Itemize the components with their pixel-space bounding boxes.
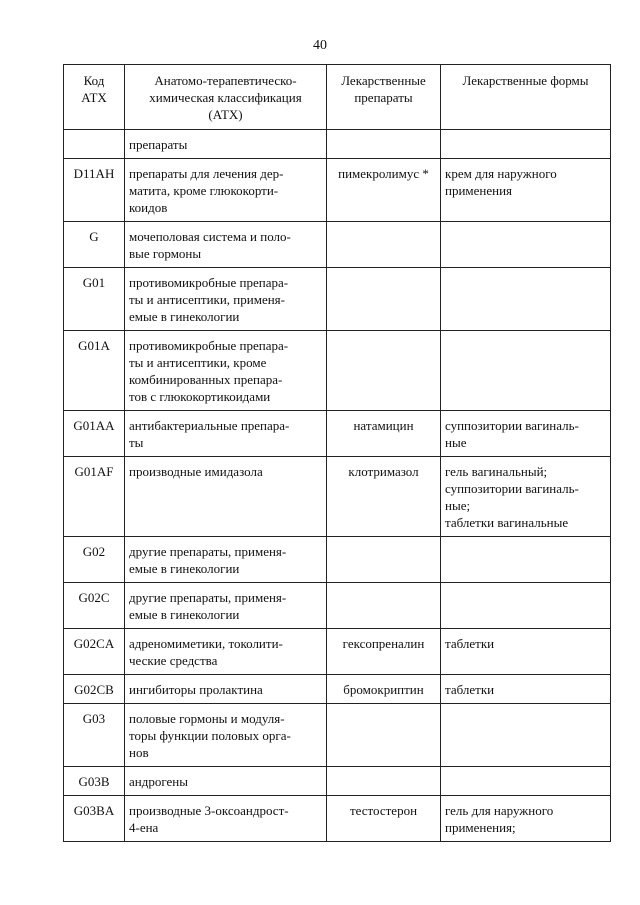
drug-cell bbox=[327, 537, 441, 583]
header-code-line: Код bbox=[83, 73, 105, 88]
drug-cell bbox=[327, 331, 441, 411]
drug-cell-line: клотримазол bbox=[348, 464, 419, 479]
header-drugs-line: препараты bbox=[354, 90, 413, 105]
name-cell-line: половые гормоны и модуля- bbox=[129, 711, 285, 726]
name-cell bbox=[125, 159, 327, 222]
drug-cell bbox=[327, 159, 441, 222]
header-forms bbox=[441, 65, 611, 130]
table-row bbox=[64, 222, 611, 268]
code-cell bbox=[64, 704, 125, 767]
table-row bbox=[64, 796, 611, 842]
atx-table bbox=[63, 64, 611, 842]
drug-cell bbox=[327, 767, 441, 796]
name-cell bbox=[125, 411, 327, 457]
table-header bbox=[64, 65, 611, 130]
header-drugs-line: Лекарственные bbox=[341, 73, 426, 88]
name-cell bbox=[125, 268, 327, 331]
form-cell-line: применения; bbox=[445, 820, 516, 835]
form-cell-line bbox=[445, 773, 606, 790]
form-cell bbox=[441, 411, 611, 457]
name-cell-line: препараты для лечения дер- bbox=[129, 166, 284, 181]
code-cell bbox=[64, 457, 125, 537]
drug-cell bbox=[327, 796, 441, 842]
form-cell bbox=[441, 222, 611, 268]
code-cell bbox=[64, 159, 125, 222]
form-cell-line: суппозитории вагиналь- bbox=[445, 418, 579, 433]
form-cell bbox=[441, 796, 611, 842]
drug-cell bbox=[327, 629, 441, 675]
form-cell-line bbox=[445, 710, 606, 727]
table-row bbox=[64, 331, 611, 411]
code-cell-line: G02CA bbox=[73, 636, 115, 651]
table-row bbox=[64, 268, 611, 331]
name-cell-line: производные имидазола bbox=[129, 464, 263, 479]
form-cell bbox=[441, 130, 611, 159]
name-cell-line: тов с глюкокортикоидами bbox=[129, 389, 271, 404]
name-cell-line: емые в гинекологии bbox=[129, 561, 240, 576]
name-cell-line: андрогены bbox=[129, 774, 188, 789]
form-cell-line: таблетки вагинальные bbox=[445, 515, 569, 530]
code-cell-line: G01 bbox=[82, 275, 106, 290]
name-cell-line: комбинированных препара- bbox=[129, 372, 283, 387]
form-cell-line: ные; bbox=[445, 498, 471, 513]
table-row bbox=[64, 704, 611, 767]
code-cell bbox=[64, 268, 125, 331]
table-row bbox=[64, 675, 611, 704]
form-cell bbox=[441, 704, 611, 767]
name-cell-line: другие препараты, применя- bbox=[129, 544, 287, 559]
header-classification-line: химическая классификация bbox=[149, 90, 302, 105]
form-cell-line: гель для наружного bbox=[445, 803, 554, 818]
form-cell-line: ные bbox=[445, 435, 467, 450]
header-code-line: АТХ bbox=[81, 90, 107, 105]
code-cell-line: G bbox=[89, 229, 99, 244]
table-row bbox=[64, 629, 611, 675]
form-cell bbox=[441, 767, 611, 796]
name-cell-line: ты и антисептики, кроме bbox=[129, 355, 267, 370]
table-row bbox=[64, 411, 611, 457]
name-cell-line: ты и антисептики, применя- bbox=[129, 292, 285, 307]
name-cell bbox=[125, 796, 327, 842]
code-cell-line: D11AH bbox=[73, 166, 115, 181]
drug-cell-line: гексопреналин bbox=[342, 636, 425, 651]
header-forms-line: Лекарственные формы bbox=[462, 73, 589, 88]
form-cell bbox=[441, 675, 611, 704]
code-cell bbox=[64, 583, 125, 629]
name-cell-line: мочеполовая система и поло- bbox=[129, 229, 291, 244]
form-cell bbox=[441, 537, 611, 583]
drug-cell-line bbox=[331, 136, 436, 153]
name-cell bbox=[125, 331, 327, 411]
table-row bbox=[64, 767, 611, 796]
name-cell bbox=[125, 537, 327, 583]
drug-cell-line: тестостерон bbox=[349, 803, 418, 818]
code-cell-line: G01A bbox=[78, 338, 110, 353]
header-classification-line: Анатомо-терапевтическо- bbox=[154, 73, 297, 88]
drug-cell-line: натамицин bbox=[353, 418, 414, 433]
name-cell-line: вые гормоны bbox=[129, 246, 202, 261]
name-cell bbox=[125, 457, 327, 537]
code-cell bbox=[64, 675, 125, 704]
form-cell-line: гель вагинальный; bbox=[445, 464, 548, 479]
table-row bbox=[64, 159, 611, 222]
drug-cell bbox=[327, 457, 441, 537]
name-cell-line: матита, кроме глюкокорти- bbox=[129, 183, 279, 198]
drug-cell-line bbox=[331, 589, 436, 606]
form-cell bbox=[441, 457, 611, 537]
name-cell bbox=[125, 675, 327, 704]
code-cell-line: G03B bbox=[78, 774, 110, 789]
name-cell-line: нов bbox=[129, 745, 149, 760]
code-cell-line: G03BA bbox=[73, 803, 115, 818]
drug-cell-line bbox=[331, 773, 436, 790]
header-drugs bbox=[327, 65, 441, 130]
form-cell-line bbox=[445, 337, 606, 354]
drug-cell-line: бромокриптин bbox=[343, 682, 424, 697]
form-cell bbox=[441, 583, 611, 629]
name-cell-line: другие препараты, применя- bbox=[129, 590, 287, 605]
name-cell bbox=[125, 629, 327, 675]
form-cell-line bbox=[445, 136, 606, 153]
name-cell-line: антибактериальные препара- bbox=[129, 418, 290, 433]
drug-cell bbox=[327, 675, 441, 704]
name-cell-line: ингибиторы пролактина bbox=[129, 682, 263, 697]
table-row bbox=[64, 537, 611, 583]
code-cell bbox=[64, 537, 125, 583]
drug-cell bbox=[327, 268, 441, 331]
table-row bbox=[64, 130, 611, 159]
name-cell bbox=[125, 767, 327, 796]
header-row bbox=[64, 65, 611, 130]
drug-cell bbox=[327, 411, 441, 457]
form-cell bbox=[441, 331, 611, 411]
form-cell-line: таблетки bbox=[445, 682, 495, 697]
drug-cell bbox=[327, 704, 441, 767]
name-cell-line: адреномиметики, токолити- bbox=[129, 636, 283, 651]
header-classification bbox=[125, 65, 327, 130]
code-cell bbox=[64, 629, 125, 675]
name-cell-line: препараты bbox=[129, 137, 188, 152]
code-cell bbox=[64, 411, 125, 457]
form-cell-line bbox=[445, 228, 606, 245]
drug-cell-line bbox=[331, 228, 436, 245]
header-code bbox=[64, 65, 125, 130]
code-cell-line: G01AF bbox=[74, 464, 114, 479]
code-cell-line: G02C bbox=[78, 590, 110, 605]
code-cell bbox=[64, 796, 125, 842]
form-cell bbox=[441, 629, 611, 675]
drug-cell bbox=[327, 222, 441, 268]
code-cell bbox=[64, 130, 125, 159]
code-cell bbox=[64, 222, 125, 268]
name-cell-line: емые в гинекологии bbox=[129, 309, 240, 324]
table-row bbox=[64, 457, 611, 537]
code-cell-line: G02 bbox=[82, 544, 106, 559]
name-cell bbox=[125, 222, 327, 268]
form-cell-line bbox=[445, 589, 606, 606]
drug-cell bbox=[327, 583, 441, 629]
name-cell bbox=[125, 130, 327, 159]
form-cell-line bbox=[445, 274, 606, 291]
form-cell-line bbox=[445, 543, 606, 560]
name-cell-line: ты bbox=[129, 435, 144, 450]
name-cell-line: производные 3-оксоандрост- bbox=[129, 803, 289, 818]
drug-cell-line: пимекролимус * bbox=[338, 166, 429, 181]
form-cell-line: таблетки bbox=[445, 636, 495, 651]
code-cell-line: G01AA bbox=[73, 418, 115, 433]
form-cell-line: применения bbox=[445, 183, 513, 198]
name-cell-line: коидов bbox=[129, 200, 168, 215]
page-number: 40 bbox=[313, 38, 327, 53]
code-cell-line bbox=[68, 136, 120, 153]
header-classification-line: (АТХ) bbox=[208, 107, 243, 122]
code-cell-line: G02CB bbox=[74, 682, 114, 697]
form-cell bbox=[441, 268, 611, 331]
drug-cell-line bbox=[331, 543, 436, 560]
code-cell bbox=[64, 331, 125, 411]
name-cell-line: 4-ена bbox=[129, 820, 159, 835]
name-cell bbox=[125, 583, 327, 629]
form-cell bbox=[441, 159, 611, 222]
name-cell bbox=[125, 704, 327, 767]
code-cell bbox=[64, 767, 125, 796]
code-cell-line: G03 bbox=[82, 711, 106, 726]
drug-cell bbox=[327, 130, 441, 159]
drug-cell-line bbox=[331, 274, 436, 291]
name-cell-line: противомикробные препара- bbox=[129, 275, 289, 290]
form-cell-line: суппозитории вагиналь- bbox=[445, 481, 579, 496]
drug-cell-line bbox=[331, 710, 436, 727]
name-cell-line: емые в гинекологии bbox=[129, 607, 240, 622]
name-cell-line: торы функции половых орга- bbox=[129, 728, 291, 743]
name-cell-line: ческие средства bbox=[129, 653, 218, 668]
drug-cell-line bbox=[331, 337, 436, 354]
form-cell-line: крем для наружного bbox=[445, 166, 557, 181]
name-cell-line: противомикробные препара- bbox=[129, 338, 289, 353]
table-row bbox=[64, 583, 611, 629]
table-body bbox=[64, 130, 611, 842]
